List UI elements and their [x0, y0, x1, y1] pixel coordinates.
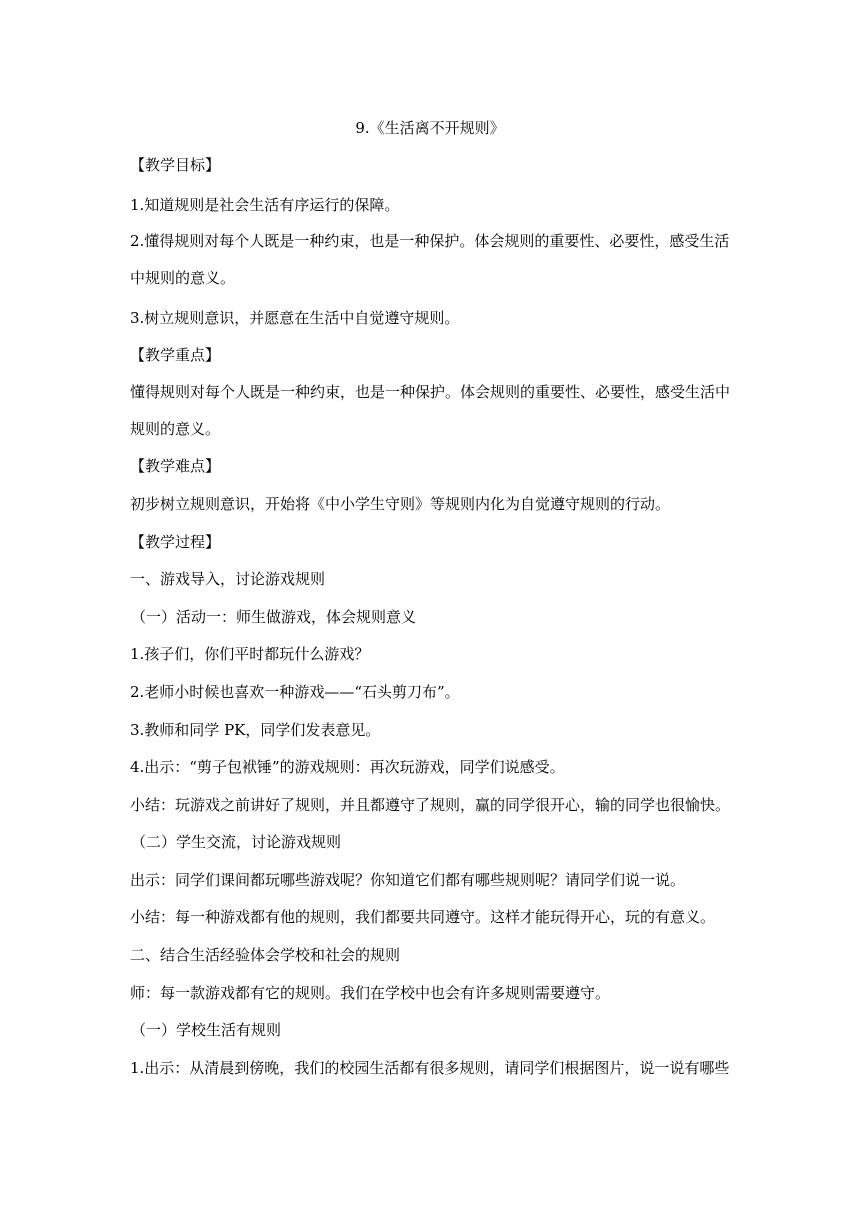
paragraph-line: 初步树立规则意识，开始将《中小学生守则》等规则内化为自觉遵守规则的行动。	[130, 495, 671, 513]
paragraph-line: 2.老师小时候也喜欢一种游戏——“石头剪刀布”。	[130, 683, 460, 701]
section-heading-process: 【教学过程】	[130, 533, 221, 551]
paragraph-line: （二）学生交流，讨论游戏规则	[131, 833, 342, 851]
paragraph-line: 懂得规则对每个人既是一种约束，也是一种保护。体会规则的重要性、必要性，感受生活中	[130, 383, 731, 401]
paragraph-line: 一、游戏导入，讨论游戏规则	[130, 570, 326, 588]
paragraph-line: 师：每一款游戏都有它的规则。我们在学校中也会有许多规则需要遵守。	[130, 984, 611, 1002]
section-heading-objectives: 【教学目标】	[130, 156, 221, 174]
paragraph-line: 2.懂得规则对每个人既是一种约束，也是一种保护。体会规则的重要性、必要性，感受生活	[130, 232, 730, 250]
document-title: 9.《生活离不开规则》	[355, 119, 505, 137]
paragraph-line: 规则的意义。	[130, 420, 221, 438]
section-heading-difficulties: 【教学难点】	[130, 457, 221, 475]
paragraph-line: 3.教师和同学 PK，同学们发表意见。	[130, 721, 381, 739]
paragraph-line: 小结：每一种游戏都有他的规则，我们都要共同遵守。这样才能玩得开心，玩的有意义。	[130, 908, 716, 926]
paragraph-line: （一）活动一：师生做游戏，体会规则意义	[131, 608, 417, 626]
paragraph-line: 1.孩子们，你们平时都玩什么游戏？	[130, 645, 370, 663]
section-heading-key-points: 【教学重点】	[130, 346, 221, 364]
paragraph-line: （一）学校生活有规则	[131, 1021, 282, 1039]
paragraph-line: 1.知道规则是社会生活有序运行的保障。	[130, 196, 400, 214]
paragraph-line: 二、结合生活经验体会学校和社会的规则	[130, 946, 401, 964]
paragraph-line: 4.出示：“剪子包袱锤”的游戏规则：再次玩游戏，同学们说感受。	[130, 758, 565, 776]
paragraph-line: 小结：玩游戏之前讲好了规则，并且都遵守了规则，赢的同学很开心，输的同学也很愉快。	[130, 796, 731, 814]
paragraph-line: 1.出示：从清晨到傍晚，我们的校园生活都有很多规则，请同学们根据图片，说一说有哪些	[130, 1059, 730, 1077]
paragraph-line: 3.树立规则意识，并愿意在生活中自觉遵守规则。	[130, 309, 460, 327]
paragraph-line: 中规则的意义。	[130, 269, 236, 287]
paragraph-line: 出示：同学们课间都玩哪些游戏呢？你知道它们都有哪些规则呢？请同学们说一说。	[130, 871, 686, 889]
